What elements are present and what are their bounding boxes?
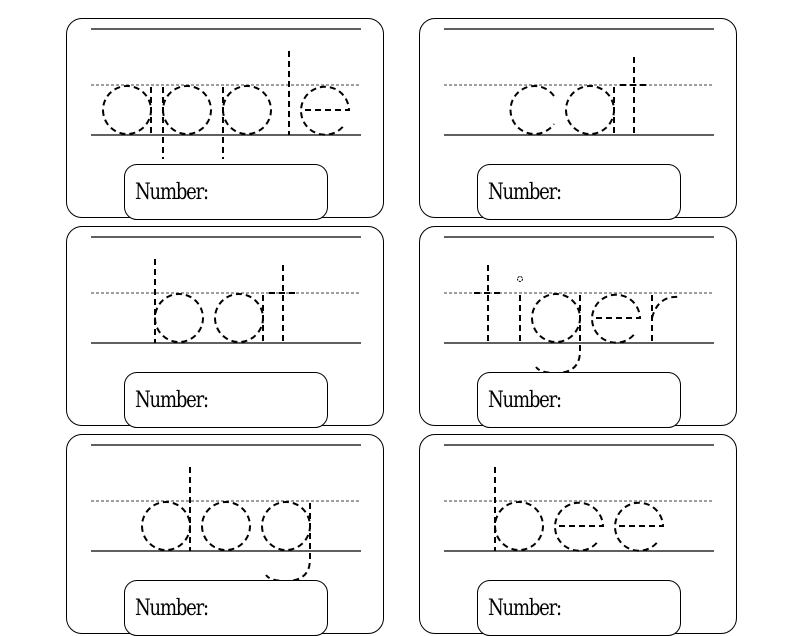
letter-b — [495, 467, 543, 551]
number-label: Number: — [135, 180, 208, 205]
number-label: Number: — [135, 388, 208, 413]
letter-p — [163, 86, 211, 159]
letter-i — [518, 277, 523, 344]
letter-a — [566, 86, 614, 135]
worksheet-card-bat — [66, 226, 384, 426]
letter-b — [155, 259, 203, 343]
letter-g — [262, 502, 310, 581]
worksheet-card-apple — [66, 18, 384, 218]
letter-e — [615, 503, 663, 551]
worksheet-card-dog — [66, 434, 384, 634]
letter-c — [511, 86, 554, 134]
number-label: Number: — [488, 180, 561, 205]
number-label: Number: — [488, 388, 561, 413]
letter-t — [269, 265, 299, 343]
letter-o — [202, 502, 250, 550]
letter-e — [592, 295, 640, 343]
number-box[interactable] — [477, 164, 681, 220]
worksheet-card-bee — [419, 434, 737, 634]
letter-e — [555, 503, 603, 551]
number-box[interactable] — [124, 164, 328, 220]
letter-a — [215, 294, 263, 343]
number-box[interactable] — [124, 580, 328, 636]
number-label: Number: — [488, 596, 561, 621]
letter-t — [620, 57, 650, 135]
letter-p — [223, 86, 271, 159]
letter-g — [532, 294, 580, 373]
worksheet-card-tiger — [419, 226, 737, 426]
letter-r — [652, 295, 680, 343]
number-label: Number: — [135, 596, 208, 621]
number-box[interactable] — [477, 372, 681, 428]
number-box[interactable] — [477, 580, 681, 636]
letter-t — [474, 265, 504, 343]
worksheet-card-cat — [419, 18, 737, 218]
letter-d — [142, 467, 190, 551]
letter-a — [103, 86, 151, 135]
number-box[interactable] — [124, 372, 328, 428]
letter-e — [301, 87, 349, 135]
